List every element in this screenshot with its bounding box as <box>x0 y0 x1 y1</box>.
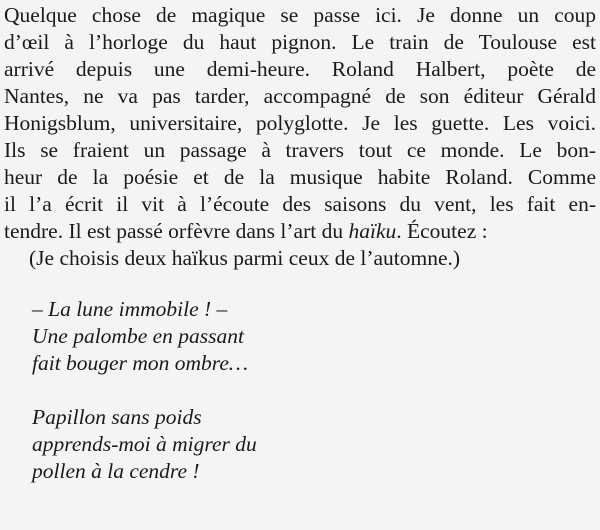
section-spacer <box>4 272 596 296</box>
haiku-line: – La lune immobile ! – <box>32 297 228 321</box>
haiku-line: pollen à la cendre ! <box>32 459 200 483</box>
prose-line: Nantes, ne va pas tarder, accompagné de son éditeur Gérald <box>4 84 596 108</box>
prose-line: arrivé depuis une demi-heure. Roland Halbert, poète de <box>4 57 596 81</box>
haiku-word: haïku <box>348 219 397 243</box>
prose-line: Ils se fraient un passage à travers tout ce monde. Le bon- <box>4 138 596 162</box>
prose-line: il l’a écrit il vit à l’écoute des saisons du vent, les fait en- <box>4 192 596 216</box>
haiku-line: apprends-moi à migrer du <box>32 432 257 456</box>
prose-text: . Écoutez : <box>396 219 488 243</box>
haiku-line: Papillon sans poids <box>32 405 202 429</box>
haiku-line: fait bouger mon ombre… <box>32 351 248 375</box>
prose-paragraph <box>4 2 596 272</box>
haiku-1 <box>4 296 596 377</box>
prose-line-choice: (Je choisis deux haïkus parmi ceux de l’automne.) <box>29 246 461 270</box>
haiku-line: Une palombe en passant <box>32 324 244 348</box>
prose-line: heur de la poésie et de la musique habite Roland. Comme <box>4 165 596 189</box>
haiku-2 <box>4 404 596 485</box>
prose-line: Quelque chose de magique se passe ici. Je donne un coup <box>4 3 596 27</box>
prose-line: d’œil à l’horloge du haut pignon. Le train de Toulouse est <box>4 30 596 54</box>
prose-line-ecoutez <box>4 218 596 245</box>
stanza-gap <box>4 377 596 404</box>
prose-line: Honigsblum, universitaire, polyglotte. Je les guette. Les voici. <box>4 111 596 135</box>
prose-text: tendre. Il est passé orfèvre dans l’art du <box>4 219 349 243</box>
